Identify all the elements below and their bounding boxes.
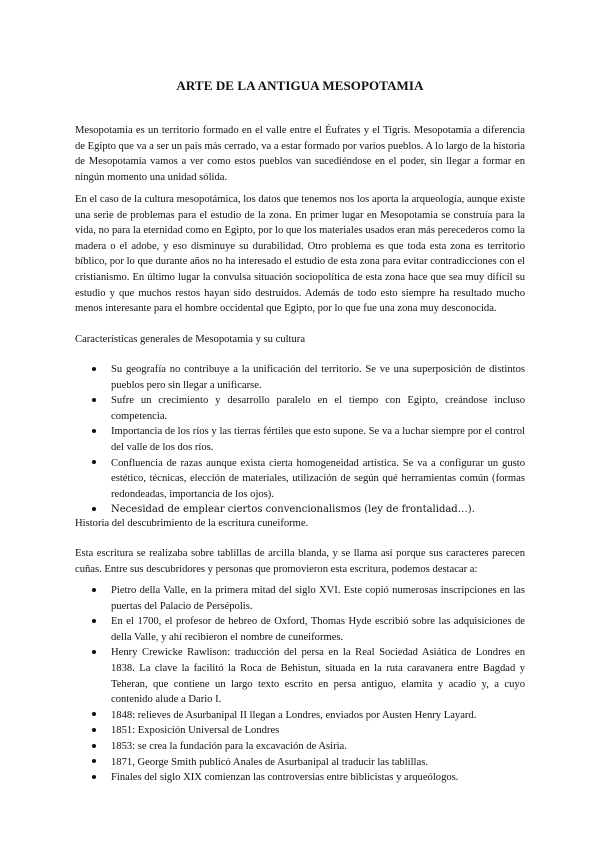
list-item: 1871, George Smith publicó Anales de Asurbanipal al traducir las tablillas. [75, 755, 525, 771]
list-item: 1851: Exposición Universal de Londres [75, 723, 525, 739]
bullet-icon [89, 723, 99, 739]
bullet-icon [89, 424, 99, 440]
list-item: En el 1700, el profesor de hebreo de Oxford, Thomas Hyde escribió sobre las adquisiciones de della Valle, y ahí recibieron el nombre de cuneiformes. [75, 614, 525, 645]
bullet-icon [89, 770, 99, 786]
characteristics-list [75, 362, 525, 518]
bullet-icon [89, 645, 99, 661]
list-item: Henry Crewicke Rawlison: traducción del persa en la Real Sociedad Asiática de Londres en 1838. La clave la facilitó la Roca de Behistun, situada en la ruta caravanera entre Bagdad y Teheran, que contiene un largo texto escrito en persa antiguo, elamita y acadio y, a cuyo contenido alude a Dario I. [75, 645, 525, 707]
bullet-icon [89, 739, 99, 755]
list-item: 1853: se crea la fundación para la excavación de Asiria. [75, 739, 525, 755]
bullet-icon [89, 614, 99, 630]
section-heading-cuneiform: Historia del descubrimiento de la escritura cuneiforme. [75, 518, 309, 529]
list-item: Su geografía no contribuye a la unificación del territorio. Se ve una superposición de distintos pueblos pero sin llegar a unificarse. [75, 362, 525, 393]
section-heading-characteristics: Características generales de Mesopotamia y su cultura [75, 334, 306, 345]
bullet-icon [89, 362, 99, 378]
list-item: Importancia de los ríos y las tierras fértiles que esto supone. Se va a luchar siempre por el control del valle de los dos ríos. [75, 424, 525, 455]
list-item: Sufre un crecimiento y desarrollo paralelo en el tiempo con Egipto, creándose incluso competencia. [75, 393, 525, 424]
list-item: Finales del siglo XIX comienzan las controversias entre biblicistas y arqueólogos. [75, 770, 525, 786]
intro-paragraph: Mesopotamia es un territorio formado en el valle entre el Éufrates y el Tigris. Mesopotamia a diferencia de Egipto que va a ser un país más cerrado, va a estar formado por varios pueblos. A lo largo de la historia de Mesopotamia vamos a ver como estos pueblos van sucediéndose en el poder, sin llegar a formar en ningún momento una unidad sólida. [75, 125, 525, 183]
list-item: Pietro della Valle, en la primera mitad del siglo XVI. Este copió numerosas inscripciones en las puertas del Palacio de Persépolis. [75, 583, 525, 614]
list-item: 1848: relieves de Asurbanipal II llegan a Londres, enviados por Austen Henry Layard. [75, 708, 525, 724]
page-title: ARTE DE LA ANTIGUA MESOPOTAMIA [176, 78, 424, 93]
bullet-icon [89, 755, 99, 771]
list-item: Necesidad de emplear ciertos convencionalismos (ley de frontalidad…). [75, 502, 525, 518]
bullet-icon [89, 708, 99, 724]
bullet-icon [89, 456, 99, 472]
bullet-icon [89, 583, 99, 599]
discoverers-list [75, 583, 525, 786]
cuneiform-paragraph: Esta escritura se realizaba sobre tablillas de arcilla blanda, y se llama así porque sus caracteres parecen cuñas. Entre sus descubridores y personas que promovieron esta escritura, podemos destacar a: [75, 548, 525, 575]
list-item: Confluencia de razas aunque exista cierta homogeneidad artística. Se va a configurar un gusto estético, técnicas, elección de materiales, utilización de según qué herramientas común (formas redondeadas, importancia de los ojos). [75, 456, 525, 503]
bullet-icon [89, 393, 99, 409]
archaeology-paragraph: En el caso de la cultura mesopotámica, los datos que tenemos nos los aporta la arqueología, aunque existe una serie de problemas para el estudio de la zona. En primer lugar en Mesopotamia se construía para la vida, no para la eternidad como en Egipto, por lo que los materiales usados eran más perecederos como la madera o el adobe, y eso disminuye su durabilidad. Otro problema es que toda esta zona es territorio bíblico, por lo que durante años no ha interesado el estudio de esta zona para evitar contradicciones con el cristianismo. En último lugar la convulsa situación sociopolítica de esta zona hace que sea muy difícil su estudio y que muchos restos hayan sido destruidos. Además de todo esto siempre ha resultado mucho menos interesante para el hombre occidental que Egipto, por lo que fue una zona muy desconocida. [75, 194, 525, 315]
